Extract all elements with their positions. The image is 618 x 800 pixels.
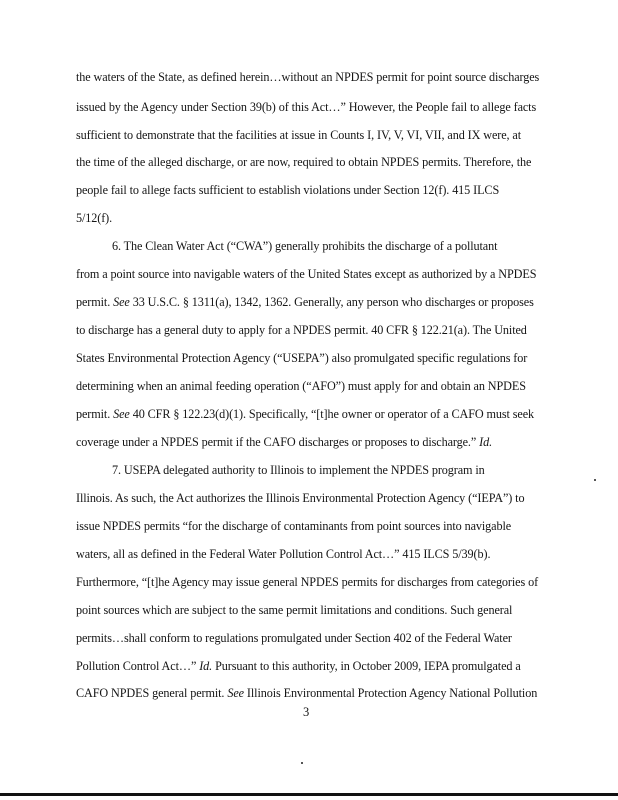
citation-signal: See — [113, 407, 130, 421]
text-line: sufficient to demonstrate that the facilities at issue in Counts I, IV, V, VI, VII, and IX were, at — [76, 128, 522, 142]
text-line: the time of the alleged discharge, or are now, required to obtain NPDES permits. Therefore, the — [76, 155, 532, 169]
text-line: from a point source into navigable waters of the United States except as authorized by a NPDES — [76, 267, 537, 281]
scan-speck — [594, 479, 596, 481]
citation-signal: See — [113, 295, 130, 309]
text-line: determining when an animal feeding operation (“AFO”) must apply for and obtain an NPDES — [76, 379, 526, 393]
text-line: issued by the Agency under Section 39(b) of this Act…” However, the People fail to allege facts — [76, 100, 537, 114]
text-line: permit. See 40 CFR § 122.23(d)(1). Specifically, “[t]he owner or operator of a CAFO must seek — [76, 407, 535, 421]
scan-bottom-edge — [0, 793, 618, 796]
paragraph-7-start: 7. USEPA delegated authority to Illinois to implement the NPDES program in — [112, 463, 485, 477]
text-line: Pollution Control Act…” Id. Pursuant to this authority, in October 2009, IEPA promulgated a — [76, 659, 521, 673]
text-line: CAFO NPDES general permit. See Illinois Environmental Protection Agency National Pollution — [76, 686, 538, 700]
text-line: people fail to allege facts sufficient to establish violations under Section 12(f). 415 ILCS — [76, 183, 500, 197]
text-line: the waters of the State, as defined herein…without an NPDES permit for point source discharges — [76, 70, 540, 84]
page-number: 3 — [303, 705, 310, 719]
text-line: 5/12(f). — [76, 211, 113, 225]
text-line: permit. See 33 U.S.C. § 1311(a), 1342, 1362. Generally, any person who discharges or proposes — [76, 295, 534, 309]
citation-signal: See — [227, 686, 244, 700]
text-line: waters, all as defined in the Federal Water Pollution Control Act…” 415 ILCS 5/39(b). — [76, 547, 491, 561]
text-line: permits…shall conform to regulations promulgated under Section 402 of the Federal Water — [76, 631, 512, 645]
citation-id: Id. — [199, 659, 213, 673]
text-line: coverage under a NPDES permit if the CAFO discharges or proposes to discharge.” Id. — [76, 435, 493, 449]
paragraph-6-start: 6. The Clean Water Act (“CWA”) generally prohibits the discharge of a pollutant — [112, 239, 498, 253]
citation-id: Id. — [479, 435, 493, 449]
text-line: to discharge has a general duty to apply for a NPDES permit. 40 CFR § 122.21(a). The United — [76, 323, 527, 337]
text-line: issue NPDES permits “for the discharge of contaminants from point sources into navigable — [76, 519, 512, 533]
text-line: point sources which are subject to the same permit limitations and conditions. Such general — [76, 603, 513, 617]
text-line: Illinois. As such, the Act authorizes the Illinois Environmental Protection Agency (“IEPA”) to — [76, 491, 525, 505]
scan-speck — [301, 762, 303, 764]
text-line: Furthermore, “[t]he Agency may issue general NPDES permits for discharges from categories of — [76, 575, 539, 589]
text-line: States Environmental Protection Agency (“USEPA”) also promulgated specific regulations for — [76, 351, 528, 365]
